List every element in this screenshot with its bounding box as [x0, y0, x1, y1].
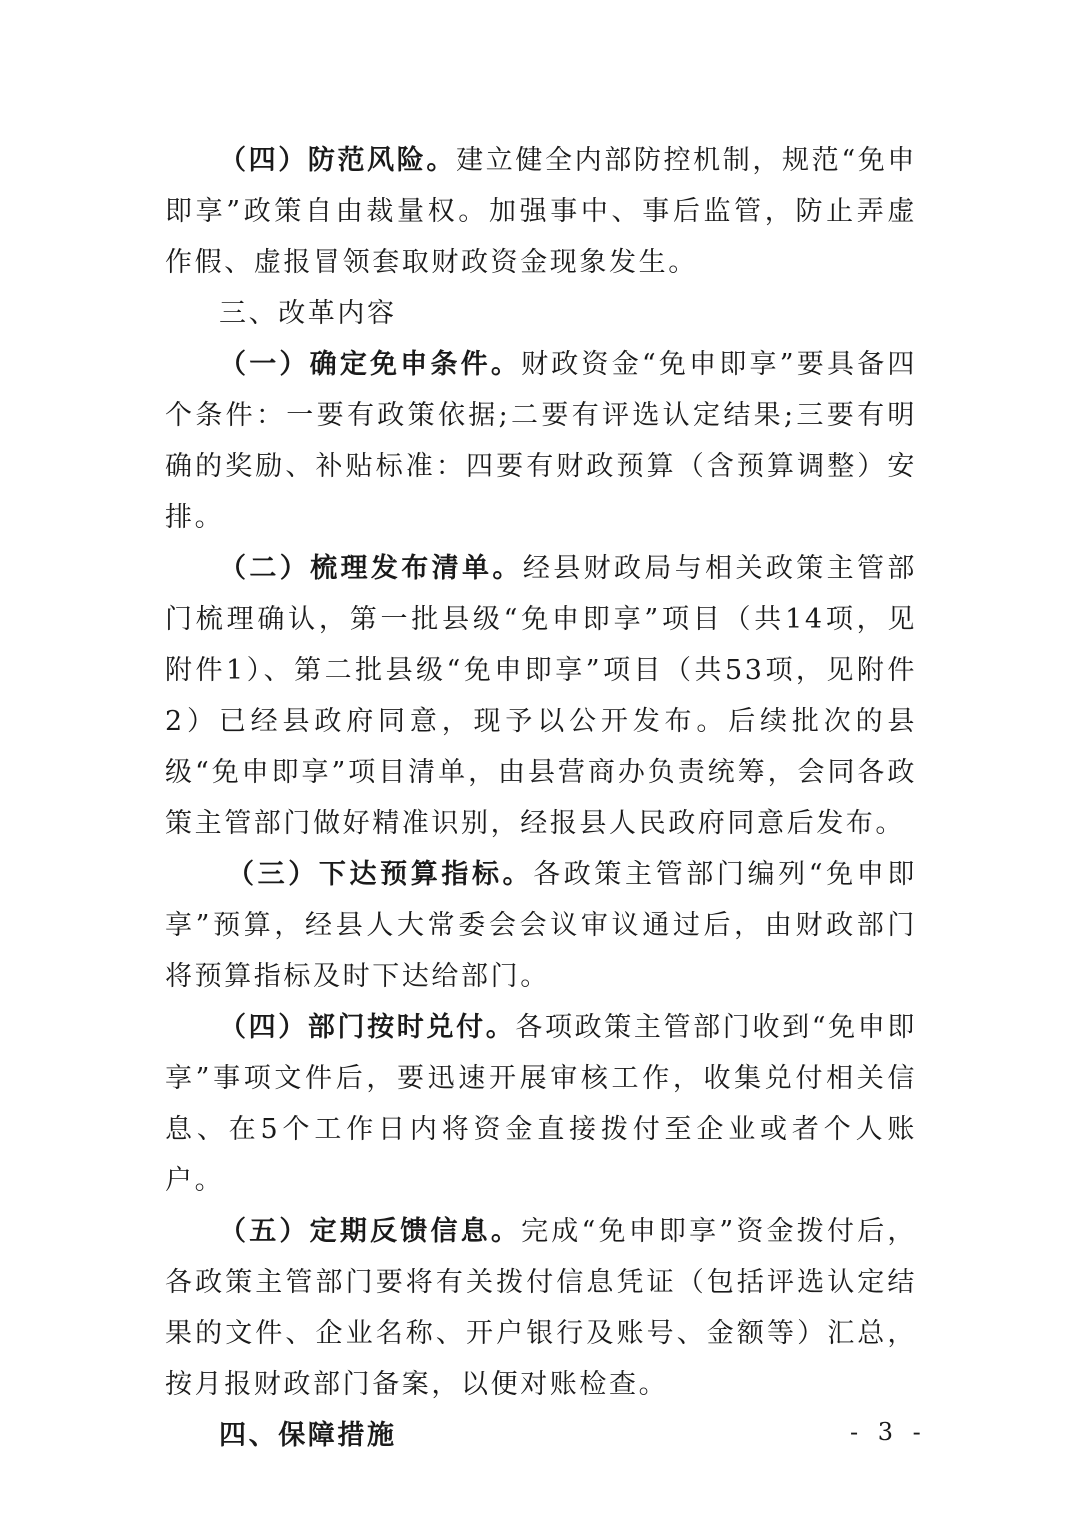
paragraph-budget-indicators	[165, 849, 917, 1002]
paragraph-text: 经县财政局与相关政策主管部门梳理确认，第一批县级“免申即享”项目（共14项，见附件1）、第二批县级“免申即享”项目（共53项，见附件2）已经县政府同意，现予以公开发布。后续批次的县级“免申即享”项目清单，由县营商办负责统筹，会同各政策主管部门做好精准识别，经报县人民政府同意后发布。	[165, 553, 917, 839]
paragraph-lead: （一）确定免申条件。	[219, 349, 522, 380]
paragraph-text: 财政资金“免申即享”要具备四个条件：一要有政策依据;二要有评选认定结果;三要有明确的奖励、补贴标准：四要有财政预算（含预算调整）安排。	[165, 349, 918, 533]
paragraph-lead: （四）部门按时兑付。	[219, 1012, 516, 1043]
paragraph-lead: （三）下达预算指标。	[227, 859, 534, 890]
paragraph-text: 各项政策主管部门收到“免申即享”事项文件后，要迅速开展审核工作，收集兑付相关信息、在5个工作日内将资金直接拨付至企业或者个人账户。	[165, 1012, 918, 1196]
paragraph-publish-list	[165, 543, 917, 849]
paragraph-lead: （二）梳理发布清单。	[219, 553, 523, 584]
section-heading-safeguards: 四、保障措施	[219, 1420, 397, 1451]
paragraph-feedback-info	[165, 1206, 917, 1410]
paragraph-text: 建立健全内部防控机制，规范“免申即享”政策自由裁量权。加强事中、事后监管，防止弄虚作假、虚报冒领套取财政资金现象发生。	[165, 145, 917, 278]
section-heading-reform-content: 三、改革内容	[219, 298, 397, 329]
paragraph-risk-prevention	[165, 135, 917, 288]
paragraph-exemption-conditions	[165, 339, 917, 543]
paragraph-lead: （四）防范风险。	[219, 145, 457, 176]
page-number: - 3 -	[850, 1418, 927, 1446]
paragraph-text: 各政策主管部门编列“免申即享”预算，经县人大常委会会议审议通过后，由财政部门将预算指标及时下达给部门。	[165, 859, 918, 992]
paragraph-timely-payment	[165, 1002, 917, 1206]
document-body	[165, 135, 917, 1461]
paragraph-text: 完成“免申即享”资金拨付后，各政策主管部门要将有关拨付信息凭证（包括评选认定结果的文件、企业名称、开户银行及账号、金额等）汇总，按月报财政部门备案，以便对账检查。	[165, 1216, 918, 1400]
paragraph-lead: （五）定期反馈信息。	[219, 1216, 522, 1247]
